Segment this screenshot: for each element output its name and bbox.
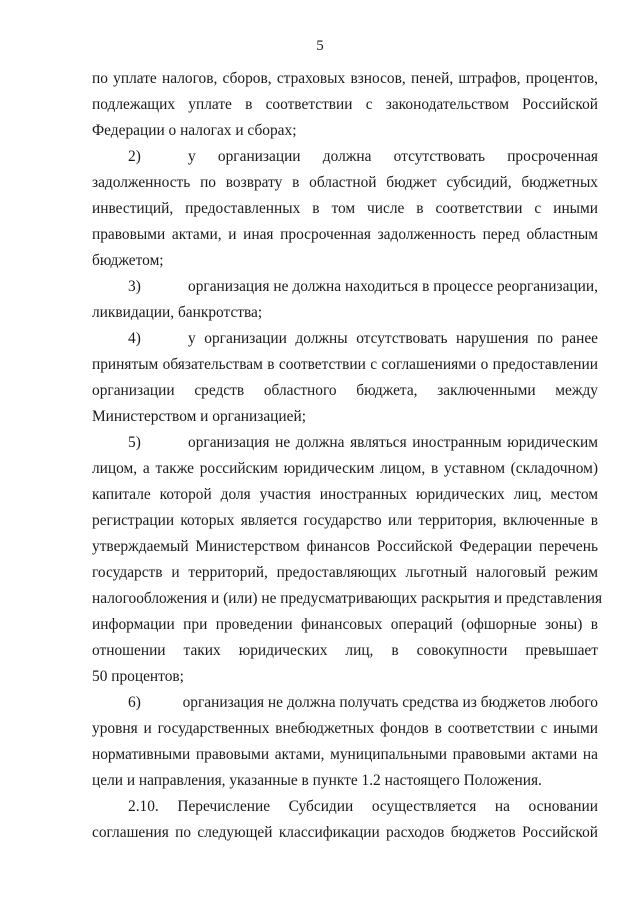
line-text: утверждаемый Министерством финансов Российской Федерации перечень — [92, 538, 598, 555]
text-line — [92, 118, 598, 144]
line-text: инвестиций, предоставленных в том числе в соответствии с иными — [92, 200, 598, 217]
text-line — [92, 300, 598, 326]
text-line — [92, 794, 598, 820]
text-line — [92, 456, 598, 482]
text-line — [92, 352, 598, 378]
line-text: организация не должна получать средства из бюджетов любого — [182, 694, 598, 711]
line-text: организация не должна находиться в процессе реорганизации, — [188, 278, 598, 295]
line-text: принятым обязательствам в соответствии с соглашениями о предоставлении — [92, 356, 598, 373]
text-line — [92, 638, 598, 664]
line-text: у организации должны отсутствовать нарушения по ранее — [188, 330, 598, 347]
line-text: бюджетом; — [92, 252, 164, 269]
text-line — [92, 820, 598, 846]
text-line — [92, 248, 598, 274]
line-text: 50 процентов; — [92, 668, 184, 685]
line-text: отношении таких юридических лиц, в совокупности превышает — [92, 642, 598, 659]
line-text: соглашения по следующей классификации расходов бюджетов Российской — [92, 824, 598, 841]
text-line — [92, 66, 598, 92]
list-item-number: 3) — [128, 278, 141, 295]
text-line — [92, 612, 598, 638]
list-item-number: 4) — [128, 330, 141, 347]
line-text: капитале которой доля участия иностранных юридических лиц, местом — [92, 486, 598, 503]
line-text: лицом, а также российским юридическим лицом, в уставном (складочном) — [92, 460, 598, 477]
text-line — [92, 144, 598, 170]
line-text: информации при проведении финансовых операций (офшорные зоны) в — [92, 616, 598, 633]
text-line — [92, 170, 598, 196]
text-line — [92, 690, 598, 716]
text-line — [92, 560, 598, 586]
text-line — [92, 664, 598, 690]
text-line — [92, 404, 598, 430]
text-line — [92, 508, 598, 534]
line-text: нормативными правовыми актами, муниципальными правовыми актами на — [92, 746, 598, 763]
text-line — [92, 482, 598, 508]
line-text: ликвидации, банкротства; — [92, 304, 263, 321]
line-text: подлежащих уплате в соответствии с законодательством Российской — [92, 96, 598, 113]
line-text: задолженность по возврату в областной бюджет субсидий, бюджетных — [92, 174, 598, 191]
text-line — [92, 222, 598, 248]
line-text: уровня и государственных внебюджетных фондов в соответствии с иными — [92, 720, 598, 737]
text-line — [92, 274, 598, 300]
line-text: налогообложения и (или) не предусматривающих раскрытия и представления — [92, 590, 603, 607]
text-line — [92, 534, 598, 560]
line-text: Федерации о налогах и сборах; — [92, 122, 297, 139]
line-text: регистрации которых является государство или территория, включенные в — [92, 512, 598, 529]
text-line — [92, 716, 598, 742]
text-line — [92, 92, 598, 118]
text-line — [92, 196, 598, 222]
body-text — [92, 66, 603, 846]
line-text: государств и территорий, предоставляющих льготный налоговый режим — [92, 564, 598, 581]
line-text: правовыми актами, и иная просроченная задолженность перед областным — [92, 226, 598, 243]
line-text: организации средств областного бюджета, заключенными между — [92, 382, 598, 399]
list-item-number: 2) — [128, 148, 141, 165]
line-text: по уплате налогов, сборов, страховых взносов, пеней, штрафов, процентов, — [92, 70, 598, 87]
text-line — [92, 742, 598, 768]
text-line — [92, 768, 598, 794]
page-number: 5 — [316, 38, 324, 54]
line-text: 2.10. Перечисление Субсидии осуществляется на основании — [128, 798, 598, 815]
line-text: цели и направления, указанные в пункте 1.2 настоящего Положения. — [92, 772, 542, 789]
line-text: организация не должна являться иностранным юридическим — [188, 434, 598, 451]
list-item-number: 6) — [128, 694, 141, 711]
text-line — [92, 378, 598, 404]
text-line — [92, 326, 598, 352]
text-line — [92, 586, 603, 612]
line-text: Министерством и организацией; — [92, 408, 307, 425]
text-line — [92, 430, 598, 456]
list-item-number: 5) — [128, 434, 141, 451]
line-text: у организации должна отсутствовать просроченная — [188, 148, 598, 165]
